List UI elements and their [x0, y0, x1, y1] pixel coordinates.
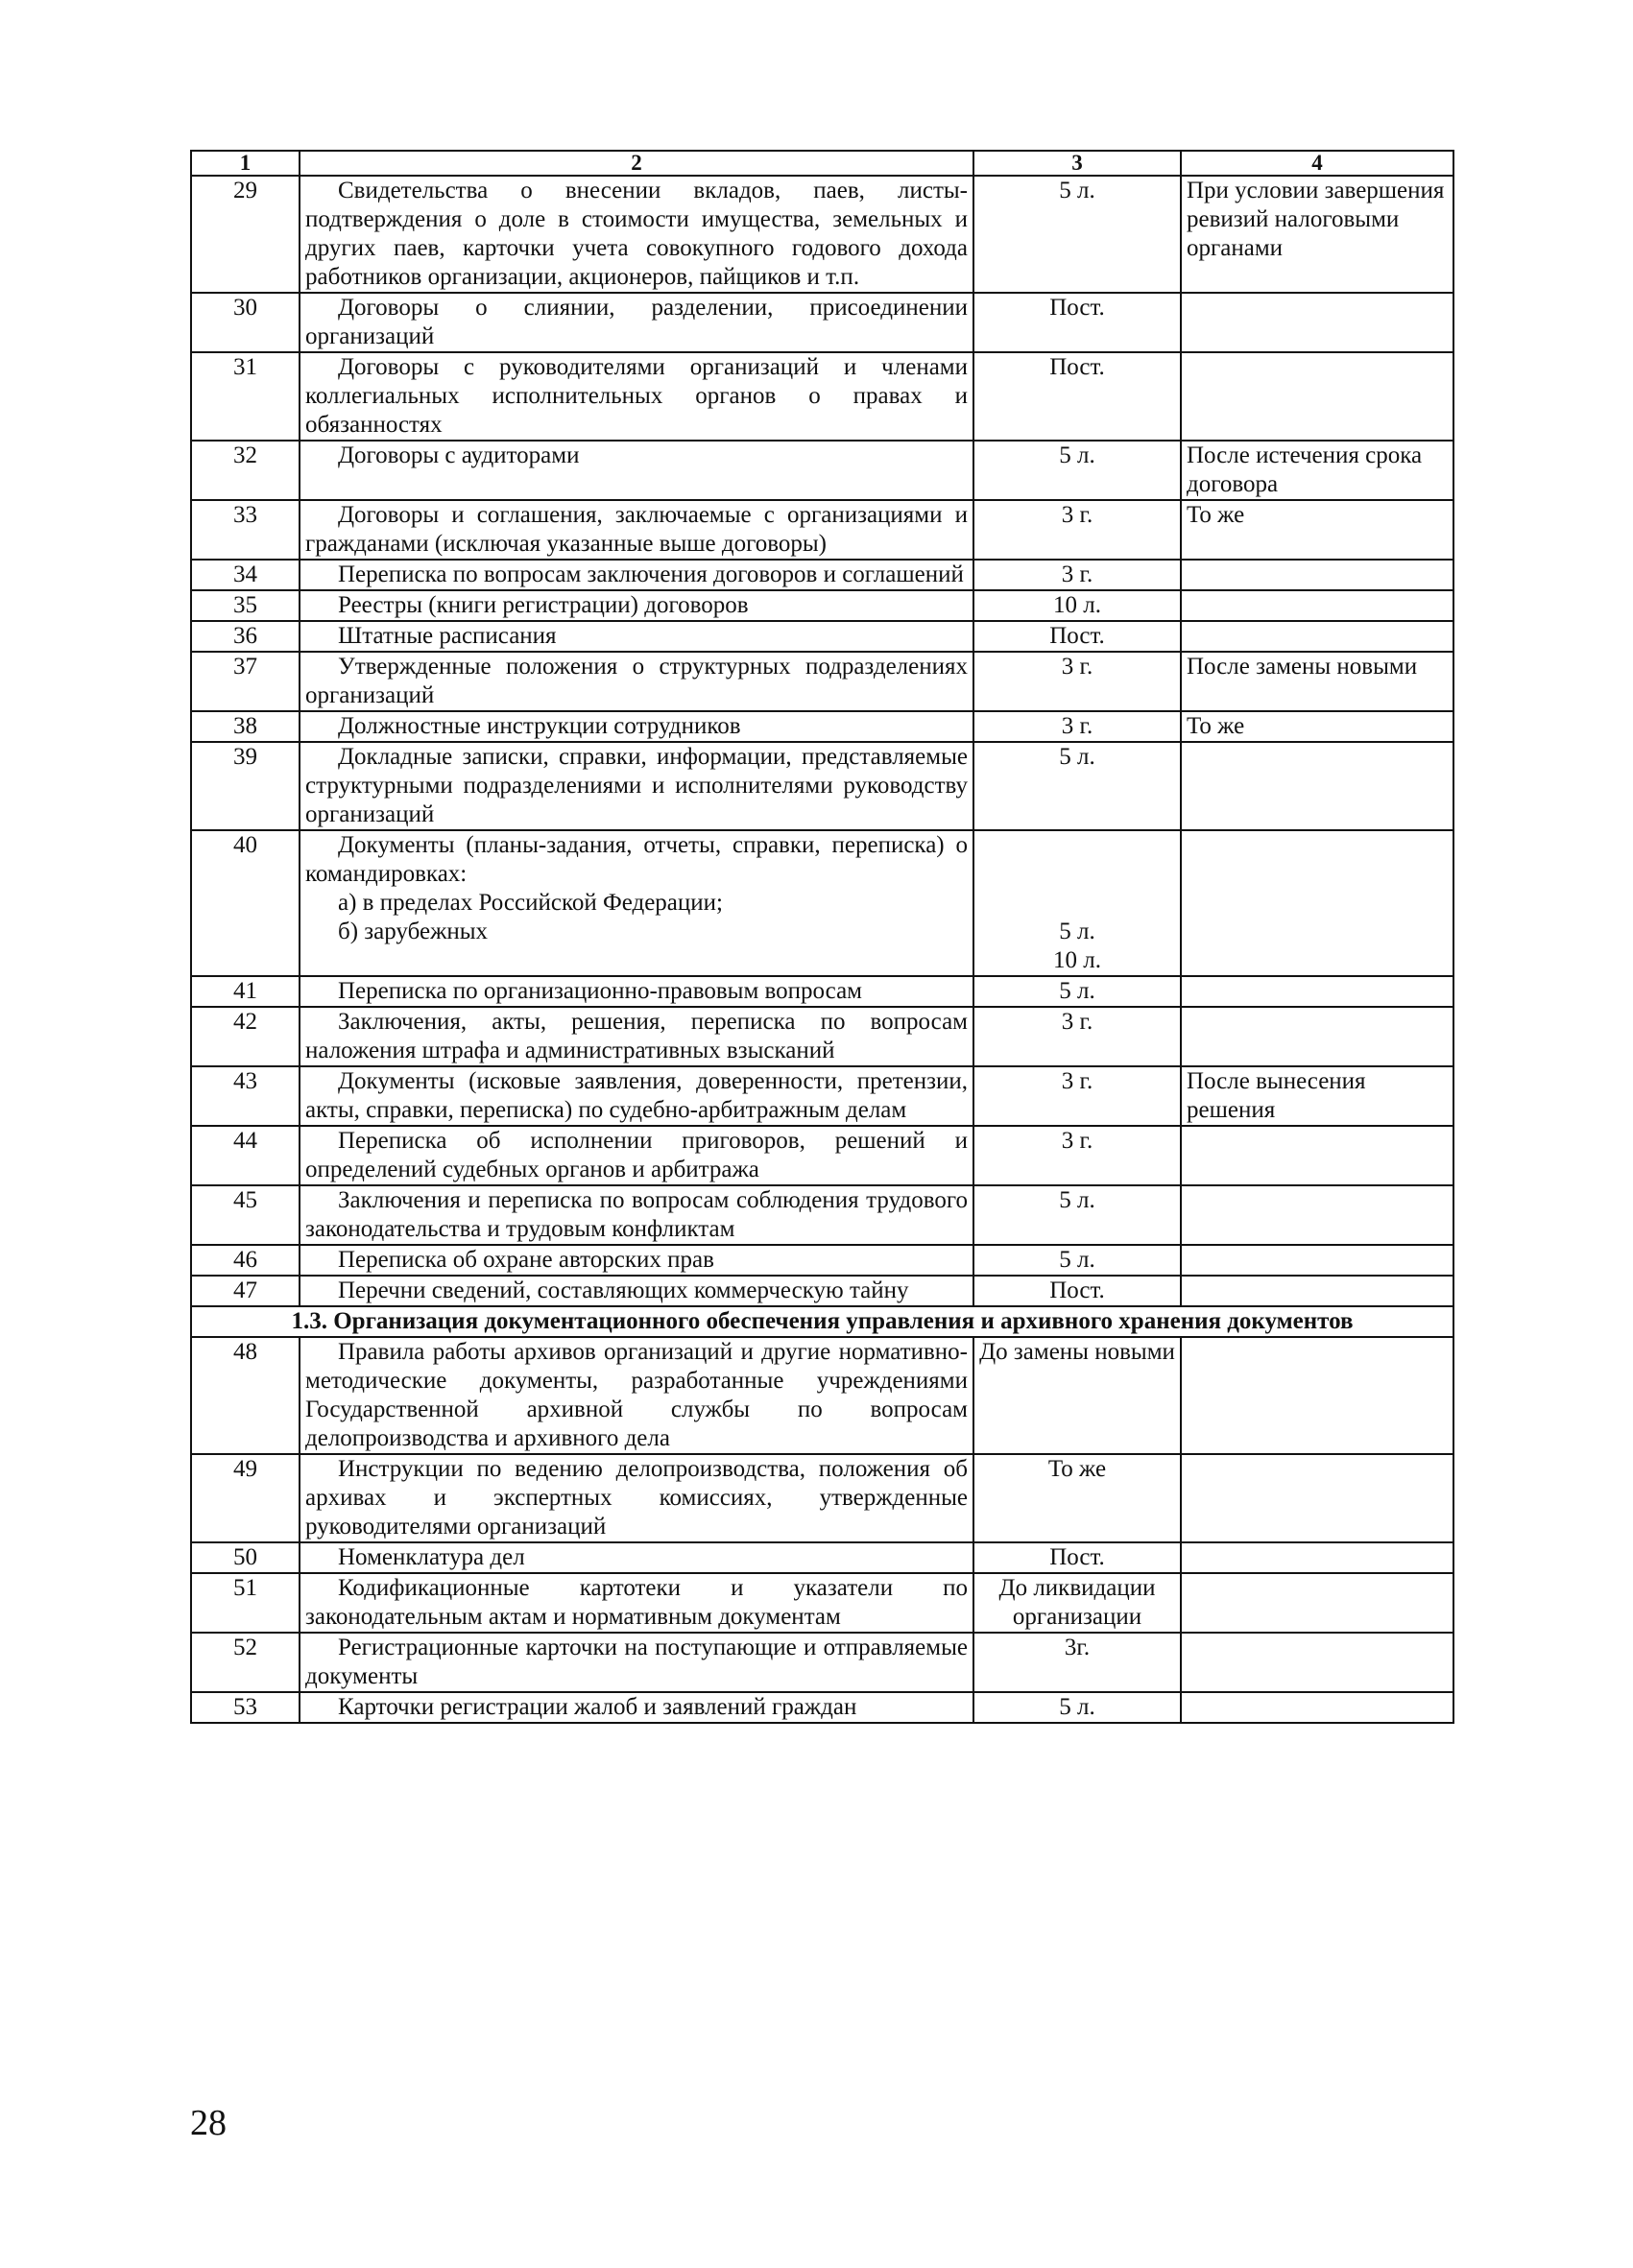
- row-note: [1181, 1454, 1453, 1542]
- row-description-text: Договоры с аудиторами: [338, 442, 580, 468]
- spacer: [979, 889, 1175, 918]
- row-number: [191, 976, 300, 1007]
- table-row: [191, 441, 1453, 500]
- row-number: [191, 652, 300, 711]
- row-number-text: 30: [233, 295, 257, 321]
- row-description: [300, 1007, 973, 1066]
- row-note: [1181, 1542, 1453, 1573]
- table-row: [191, 352, 1453, 441]
- row-retention-term: [973, 1633, 1181, 1692]
- table-row: [191, 176, 1453, 293]
- row-number-text: 29: [233, 178, 257, 203]
- row-description: [300, 621, 973, 652]
- header-cell: 1: [191, 151, 300, 176]
- row-retention-term-text: Пост.: [1049, 1544, 1105, 1570]
- row-number-text: 40: [233, 832, 257, 858]
- row-description-text: Инструкции по ведению делопроизводства, положения об архивах и экспертных комиссиях, утвержденные руководителями организаций: [305, 1456, 968, 1540]
- table-row: [191, 1454, 1453, 1542]
- table-row: [191, 293, 1453, 352]
- row-retention-term: [973, 1573, 1181, 1633]
- row-note: [1181, 1692, 1453, 1723]
- row-description: [300, 1542, 973, 1573]
- row-number-text: 41: [233, 978, 257, 1004]
- row-number: [191, 830, 300, 976]
- row-retention-term-text: 5 л.: [1059, 744, 1095, 770]
- row-retention-term-text: Пост.: [1049, 1277, 1105, 1303]
- row-description-text: Переписка об охране авторских прав: [338, 1247, 714, 1273]
- row-number-text: 51: [233, 1575, 257, 1601]
- row-number-text: 50: [233, 1544, 257, 1570]
- row-retention-term-text: 3 г.: [1061, 502, 1093, 528]
- row-description: [300, 1573, 973, 1633]
- row-number-text: 31: [233, 354, 257, 380]
- row-description: [300, 976, 973, 1007]
- row-number-text: 44: [233, 1128, 257, 1154]
- row-number: [191, 1245, 300, 1276]
- table-row: [191, 590, 1453, 621]
- row-description-text: Правила работы архивов организаций и другие нормативно-методические документы, разработанные учреждениями Государственной архивной службы по вопросам делопроизводства и архивного дела: [305, 1339, 968, 1451]
- row-description: [300, 1185, 973, 1245]
- section-heading-row: [191, 1306, 1453, 1337]
- row-description-text: Реестры (книги регистрации) договоров: [338, 592, 749, 618]
- row-note-text: После истечения срока договора: [1187, 442, 1423, 497]
- row-description-text: Номенклатура дел: [338, 1544, 525, 1570]
- row-number-text: 47: [233, 1277, 257, 1303]
- row-description-text: Утвержденные положения о структурных подразделениях организаций: [305, 654, 968, 708]
- row-note-text: То же: [1187, 713, 1245, 739]
- row-number-text: 32: [233, 442, 257, 468]
- row-retention-term-text: 3 г.: [1061, 1009, 1093, 1035]
- row-retention-term-text: 3 г.: [1061, 1128, 1093, 1154]
- row-description: [300, 1066, 973, 1126]
- row-retention-term-text: Пост.: [1049, 623, 1105, 649]
- row-note-text: При условии завершения ревизий налоговыми органами: [1187, 178, 1445, 261]
- row-description: [300, 1126, 973, 1185]
- row-number-text: 39: [233, 744, 257, 770]
- row-note: [1181, 560, 1453, 590]
- row-retention-term-text: 5 л.: [1059, 1694, 1095, 1720]
- row-description-text: Заключения и переписка по вопросам соблюдения трудового законодательства и трудовым конфликтам: [305, 1187, 968, 1242]
- row-description: [300, 711, 973, 742]
- row-retention-term: [973, 1185, 1181, 1245]
- row-note: [1181, 176, 1453, 293]
- spacer: [979, 860, 1175, 889]
- table-row: [191, 976, 1453, 1007]
- row-note: [1181, 1007, 1453, 1066]
- row-retention-term-text: То же: [1047, 1456, 1107, 1482]
- section-title: 1.3. Организация документационного обеспечения управления и архивного хранения документов: [191, 1306, 1453, 1337]
- row-description: [300, 293, 973, 352]
- row-note: [1181, 1066, 1453, 1126]
- row-retention-term: [973, 590, 1181, 621]
- row-number: [191, 621, 300, 652]
- row-note-text: После замены новыми: [1187, 654, 1418, 680]
- row-retention-term-text: 5 л.: [1059, 442, 1095, 468]
- row-retention-term-text: 5 л.: [1059, 978, 1095, 1004]
- row-retention-term-text: 3 г.: [1061, 1068, 1093, 1094]
- row-note: [1181, 1633, 1453, 1692]
- row-retention-term: [973, 352, 1181, 441]
- row-description-text: Договоры о слиянии, разделении, присоединении организаций: [305, 295, 968, 349]
- row-note: [1181, 1276, 1453, 1306]
- row-number-text: 35: [233, 592, 257, 618]
- row-number: [191, 1066, 300, 1126]
- row-description: [300, 830, 973, 976]
- row-note: [1181, 742, 1453, 830]
- row-description: [300, 1454, 973, 1542]
- row-number-text: 42: [233, 1009, 257, 1035]
- row-description: [300, 560, 973, 590]
- row-number: [191, 1185, 300, 1245]
- row-description: [300, 590, 973, 621]
- row-number: [191, 560, 300, 590]
- row-description-text: Карточки регистрации жалоб и заявлений граждан: [338, 1694, 857, 1720]
- row-note-text: После вынесения решения: [1187, 1068, 1366, 1123]
- table-row: [191, 500, 1453, 560]
- row-retention-term-text: 10 л.: [1053, 947, 1101, 973]
- row-retention-term-text: 5 л.: [1059, 1247, 1095, 1273]
- row-description-text: Штатные расписания: [338, 623, 557, 649]
- row-note: [1181, 1337, 1453, 1454]
- row-number-text: 53: [233, 1694, 257, 1720]
- row-note: [1181, 1573, 1453, 1633]
- row-note: [1181, 621, 1453, 652]
- row-number-text: 33: [233, 502, 257, 528]
- row-description: [300, 176, 973, 293]
- row-description-text: Документы (исковые заявления, доверенности, претензии, акты, справки, переписка) по судебно-арбитражным делам: [305, 1068, 968, 1123]
- row-note: [1181, 1185, 1453, 1245]
- table-row: [191, 830, 1453, 976]
- row-retention-term-text: 3г.: [1064, 1635, 1091, 1660]
- row-retention-term-text: Пост.: [1049, 354, 1105, 380]
- row-number-text: 43: [233, 1068, 257, 1094]
- row-retention-term: [973, 293, 1181, 352]
- row-description-text: Регистрационные карточки на поступающие и отправляемые документы: [305, 1635, 968, 1689]
- row-description: [300, 441, 973, 500]
- row-retention-term: [973, 1007, 1181, 1066]
- row-note: [1181, 590, 1453, 621]
- row-retention-term-text: До замены новыми: [979, 1339, 1175, 1365]
- row-retention-term: [973, 1066, 1181, 1126]
- row-retention-term: [973, 1692, 1181, 1723]
- row-number-text: 37: [233, 654, 257, 680]
- header-cell: 3: [973, 151, 1181, 176]
- row-number: [191, 1573, 300, 1633]
- row-number: [191, 1633, 300, 1692]
- row-number: [191, 742, 300, 830]
- row-note: [1181, 711, 1453, 742]
- row-note: [1181, 293, 1453, 352]
- row-retention-term: [973, 1542, 1181, 1573]
- row-note: [1181, 976, 1453, 1007]
- table-row: [191, 742, 1453, 830]
- table-row: [191, 1185, 1453, 1245]
- row-description: [300, 1245, 973, 1276]
- row-description: [300, 1692, 973, 1723]
- spacer: [979, 831, 1175, 860]
- row-number: [191, 1126, 300, 1185]
- row-number-text: 36: [233, 623, 257, 649]
- table-row: [191, 560, 1453, 590]
- row-retention-term: [973, 1337, 1181, 1454]
- row-retention-term: [973, 1126, 1181, 1185]
- row-number-text: 34: [233, 561, 257, 587]
- row-retention-term-text: 5 л.: [1059, 1187, 1095, 1213]
- row-description: [300, 1337, 973, 1454]
- row-retention-term: [973, 742, 1181, 830]
- row-number: [191, 441, 300, 500]
- row-retention-term: [973, 441, 1181, 500]
- row-description: [300, 352, 973, 441]
- row-description-text: Переписка по вопросам заключения договоров и соглашений: [338, 561, 964, 587]
- row-note: [1181, 1245, 1453, 1276]
- row-number: [191, 1337, 300, 1454]
- row-description-text: Докладные записки, справки, информации, представляемые структурными подразделениями и исполнителями руководству организаций: [305, 744, 968, 827]
- table-row: [191, 1066, 1453, 1126]
- page-number: 28: [190, 2103, 227, 2143]
- row-number: [191, 590, 300, 621]
- row-note: [1181, 500, 1453, 560]
- row-number-text: 52: [233, 1635, 257, 1660]
- row-number-text: 49: [233, 1456, 257, 1482]
- row-retention-term-text: 10 л.: [1053, 592, 1101, 618]
- row-retention-term-text: 3 г.: [1061, 561, 1093, 587]
- row-description: [300, 652, 973, 711]
- row-description-text: Документы (планы-задания, отчеты, справки, переписка) о командировках:: [305, 832, 968, 887]
- row-note-text: То же: [1187, 502, 1245, 528]
- row-number: [191, 1276, 300, 1306]
- row-description-text: Договоры и соглашения, заключаемые с организациями и гражданами (исключая указанные выше договоры): [305, 502, 968, 557]
- row-retention-term: [973, 711, 1181, 742]
- retention-table: [190, 150, 1454, 1724]
- row-retention-term-text: Пост.: [1049, 295, 1105, 321]
- row-retention-term: [973, 1245, 1181, 1276]
- row-retention-term: [973, 560, 1181, 590]
- row-description-text: Переписка об исполнении приговоров, решений и определений судебных органов и арбитража: [305, 1128, 968, 1182]
- row-description-text: Свидетельства о внесении вкладов, паев, листы-подтверждения о доле в стоимости имущества, земельных и других паев, карточки учета совокупного годового дохода работников организации, акционеров, пайщиков и т.п.: [305, 178, 968, 290]
- table-row: [191, 1633, 1453, 1692]
- table-row: [191, 1126, 1453, 1185]
- row-retention-term: [973, 1276, 1181, 1306]
- table-row: [191, 621, 1453, 652]
- row-number: [191, 293, 300, 352]
- row-number: [191, 176, 300, 293]
- row-number-text: 38: [233, 713, 257, 739]
- row-retention-term-text: 5 л.: [1059, 178, 1095, 203]
- row-retention-term: [973, 500, 1181, 560]
- row-description-text: Перечни сведений, составляющих коммерческую тайну: [338, 1277, 909, 1303]
- row-subitem: а) в пределах Российской Федерации;: [338, 890, 723, 916]
- row-number: [191, 1007, 300, 1066]
- row-retention-term-text: 3 г.: [1061, 654, 1093, 680]
- row-description: [300, 500, 973, 560]
- header-cell: 4: [1181, 151, 1453, 176]
- row-note: [1181, 352, 1453, 441]
- row-retention-term: [973, 1454, 1181, 1542]
- row-note: [1181, 652, 1453, 711]
- row-retention-term: [973, 830, 1181, 976]
- row-note: [1181, 830, 1453, 976]
- row-description-text: Заключения, акты, решения, переписка по вопросам наложения штрафа и административных взысканий: [305, 1009, 968, 1063]
- table-row: [191, 1007, 1453, 1066]
- table-row: [191, 1542, 1453, 1573]
- row-number-text: 48: [233, 1339, 257, 1365]
- row-number: [191, 1542, 300, 1573]
- table-row: [191, 1692, 1453, 1723]
- row-description-text: Договоры с руководителями организаций и членами коллегиальных исполнительных органов о правах и обязанностях: [305, 354, 968, 438]
- row-description-text: Должностные инструкции сотрудников: [338, 713, 741, 739]
- row-number-text: 45: [233, 1187, 257, 1213]
- header-cell: 2: [300, 151, 973, 176]
- row-number: [191, 1454, 300, 1542]
- table-row: [191, 1276, 1453, 1306]
- row-subitem: б) зарубежных: [338, 919, 489, 944]
- row-number: [191, 500, 300, 560]
- row-retention-term: [973, 976, 1181, 1007]
- row-description: [300, 742, 973, 830]
- row-number: [191, 711, 300, 742]
- table-row: [191, 652, 1453, 711]
- table-row: [191, 1573, 1453, 1633]
- row-retention-term-text: 3 г.: [1061, 713, 1093, 739]
- row-retention-term: [973, 621, 1181, 652]
- row-description-text: Переписка по организационно-правовым вопросам: [338, 978, 862, 1004]
- table-row: [191, 1337, 1453, 1454]
- row-number: [191, 352, 300, 441]
- row-retention-term-text: 5 л.: [1059, 919, 1095, 944]
- row-retention-term-text: До ликвидации организации: [998, 1575, 1156, 1630]
- row-number: [191, 1692, 300, 1723]
- row-description: [300, 1633, 973, 1692]
- table-row: [191, 1245, 1453, 1276]
- row-retention-term: [973, 652, 1181, 711]
- row-description: [300, 1276, 973, 1306]
- row-number-text: 46: [233, 1247, 257, 1273]
- table-row: [191, 711, 1453, 742]
- row-description-text: Кодификационные картотеки и указатели по законодательным актам и нормативным документам: [305, 1575, 968, 1630]
- row-retention-term: [973, 176, 1181, 293]
- header-row: [191, 151, 1453, 176]
- row-note: [1181, 1126, 1453, 1185]
- row-note: [1181, 441, 1453, 500]
